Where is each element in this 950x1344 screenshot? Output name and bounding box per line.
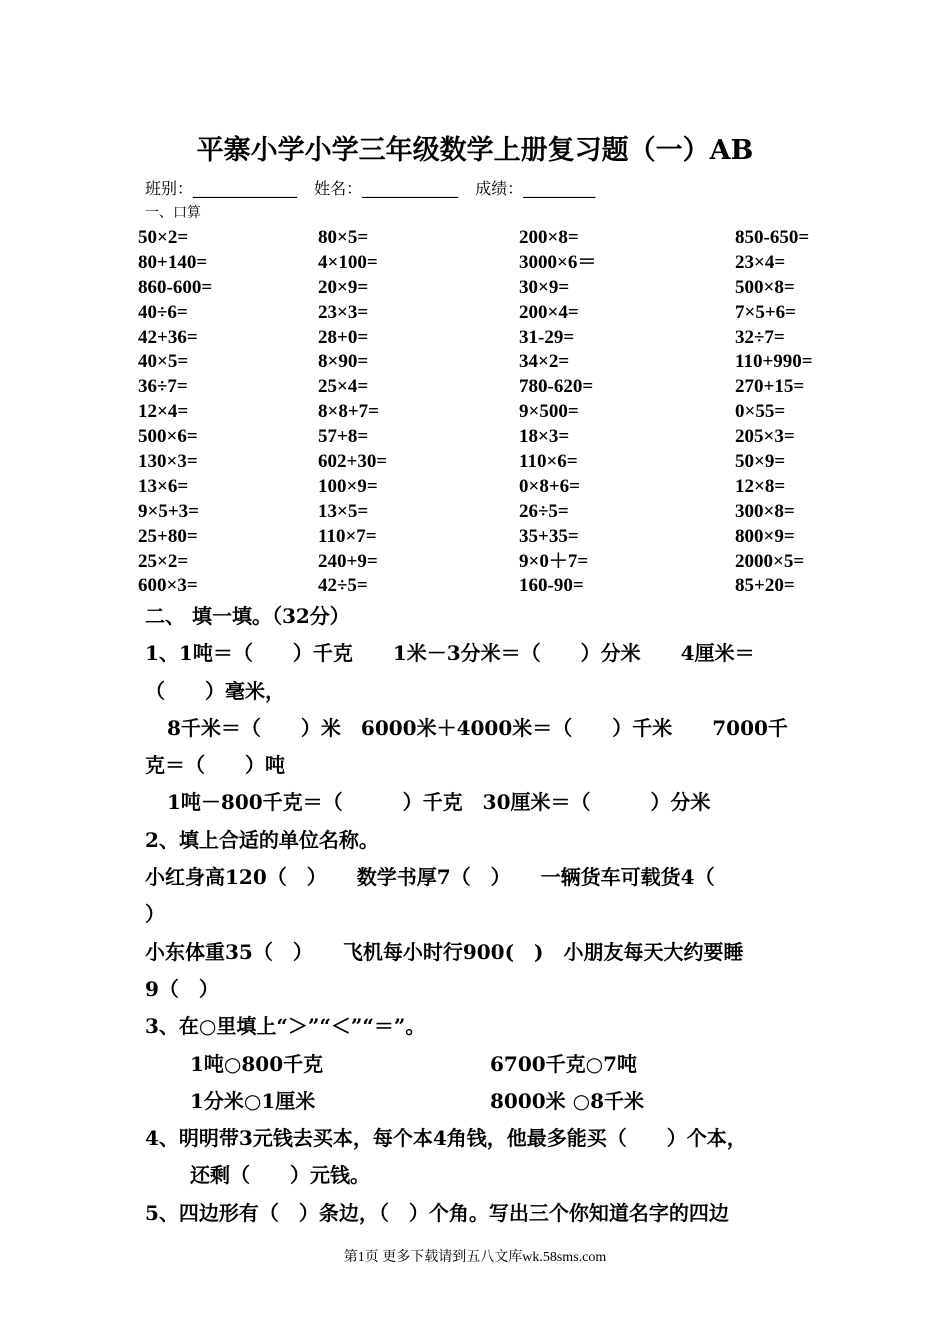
oral-problem: 3000×6＝ [519, 251, 597, 273]
question-2-heading: 2、填上合适的单位名称。 [145, 827, 379, 852]
oral-problem: 50×2= [138, 227, 189, 248]
oral-problem: 57+8= [318, 426, 369, 448]
oral-problem: 28+0= [318, 326, 369, 348]
question-3-row-1 [145, 1046, 815, 1083]
question-1-line-5: 1吨－800千克＝（ ）千克 30厘米＝（ ）分米 [167, 790, 711, 815]
oral-problem: 13×6= [138, 475, 189, 497]
question-2-line-3: 小东体重35（ ） 飞机每小时行900( ) 小朋友每天大约要睡 [145, 939, 744, 964]
oral-problem: 25+80= [138, 525, 198, 547]
oral-problem: 9×0＋7= [519, 550, 589, 572]
oral-problem: 602+30= [318, 451, 388, 473]
question-2-line-1: 小红身高120（ ） 数学书厚7（ ） 一辆货车可载货4（ [145, 865, 715, 890]
oral-problem: 500×8= [735, 276, 795, 298]
student-info-line [145, 176, 607, 199]
oral-problem: 25×4= [318, 376, 369, 398]
oral-problem: 270+15= [735, 376, 805, 398]
oral-problem: 25×2= [138, 550, 189, 572]
compare-item: 6700千克○7吨 [490, 1051, 638, 1076]
class-field: 班别：_____________ [145, 179, 298, 198]
oral-problem: 8×8+7= [318, 401, 379, 423]
question-1-line-1: 1、1吨＝（ ）千克 1米－3分米＝（ ）分米 4厘米＝ [145, 641, 755, 666]
oral-problem: 34×2= [519, 351, 570, 373]
oral-problem: 23×3= [318, 301, 369, 323]
oral-problem: 110×6= [519, 451, 578, 473]
oral-problem: 40×5= [138, 351, 189, 373]
oral-problem: 0×55= [735, 401, 786, 423]
question-1-line-3: 8千米＝（ ）米 6000米＋4000米＝（ ）千米 7000千 [167, 715, 788, 740]
oral-problem: 80×5= [318, 227, 369, 248]
oral-problem: 800×9= [735, 525, 795, 547]
oral-problem: 85+20= [735, 575, 795, 597]
section-fill-heading: 二、 填一填。（32分） [145, 604, 350, 628]
oral-arithmetic-grid [138, 226, 838, 599]
question-2-line-2: ） [145, 902, 165, 927]
oral-problem: 36÷7= [138, 376, 188, 398]
oral-problem: 600×3= [138, 575, 198, 597]
oral-problem: 31-29= [519, 326, 575, 348]
oral-problem: 240+9= [318, 550, 378, 572]
oral-problem: 100×9= [318, 475, 378, 497]
oral-problem: 9×500= [519, 401, 579, 423]
oral-problem: 4×100= [318, 251, 378, 273]
question-3-heading: 3、在○里填上“＞”“＜”“＝”。 [145, 1014, 426, 1039]
oral-problem: 850-650= [735, 227, 810, 248]
oral-problem: 2000×5= [735, 550, 805, 572]
oral-problem: 110×7= [318, 525, 377, 547]
oral-problem: 18×3= [519, 426, 570, 448]
page-title: 平寨小学小学三年级数学上册复习题（一）AB [196, 135, 754, 166]
oral-problem: 300×8= [735, 500, 795, 522]
oral-problem: 7×5+6= [735, 301, 796, 323]
oral-problem: 26÷5= [519, 500, 569, 522]
question-1-line-4: 克＝（ ）吨 [145, 753, 285, 778]
oral-problem: 30×9= [519, 276, 570, 298]
compare-item: 8000米 ○8千米 [490, 1088, 644, 1113]
oral-problem: 500×6= [138, 426, 198, 448]
oral-problem: 860-600= [138, 276, 213, 298]
question-1-line-2: （ ）毫米， [145, 678, 285, 703]
section-oral-heading: 一、口算 [145, 205, 201, 221]
oral-problem: 35+35= [519, 525, 579, 547]
oral-problem: 780-620= [519, 376, 594, 398]
question-2-line-4: 9（ ） [145, 976, 219, 1001]
oral-problem: 42+36= [138, 326, 198, 348]
oral-problem: 32÷7= [735, 326, 785, 348]
oral-problem: 110+990= [735, 351, 813, 373]
oral-problem: 160-90= [519, 575, 584, 597]
question-4-line-2: 还剩（ ）元钱。 [190, 1163, 370, 1188]
oral-problem: 9×5+3= [138, 500, 199, 522]
compare-item: 1吨○800千克 [190, 1051, 324, 1076]
oral-problem: 12×8= [735, 475, 786, 497]
oral-problem: 130×3= [138, 451, 198, 473]
oral-problem: 50×9= [735, 451, 786, 473]
page-footer: 第1页 更多下载请到五八文库wk.58sms.com [343, 1250, 607, 1265]
name-field: 姓名：____________ [314, 179, 459, 198]
question-4-line-1: 4、明明带3元钱去买本，每个本4角钱，他最多能买（ ）个本， [145, 1126, 747, 1151]
question-3-row-2 [145, 1083, 815, 1120]
oral-problem: 40÷6= [138, 301, 188, 323]
question-5-line-1: 5、四边形有（ ）条边，（ ）个角。写出三个你知道名字的四边 [145, 1200, 729, 1225]
oral-problem: 200×4= [519, 301, 579, 323]
oral-problem: 20×9= [318, 276, 369, 298]
oral-problem: 80+140= [138, 251, 208, 273]
oral-problem: 12×4= [138, 401, 189, 423]
score-field: 成绩：_________ [475, 179, 596, 198]
fill-in-section [145, 598, 815, 1232]
oral-problem: 205×3= [735, 426, 795, 448]
oral-problem: 23×4= [735, 251, 786, 273]
oral-problem: 0×8+6= [519, 475, 580, 497]
oral-problem: 200×8= [519, 227, 579, 248]
oral-problem: 13×5= [318, 500, 369, 522]
oral-problem: 42÷5= [318, 575, 368, 597]
oral-problem: 8×90= [318, 351, 369, 373]
compare-item: 1分米○1厘米 [190, 1088, 316, 1113]
